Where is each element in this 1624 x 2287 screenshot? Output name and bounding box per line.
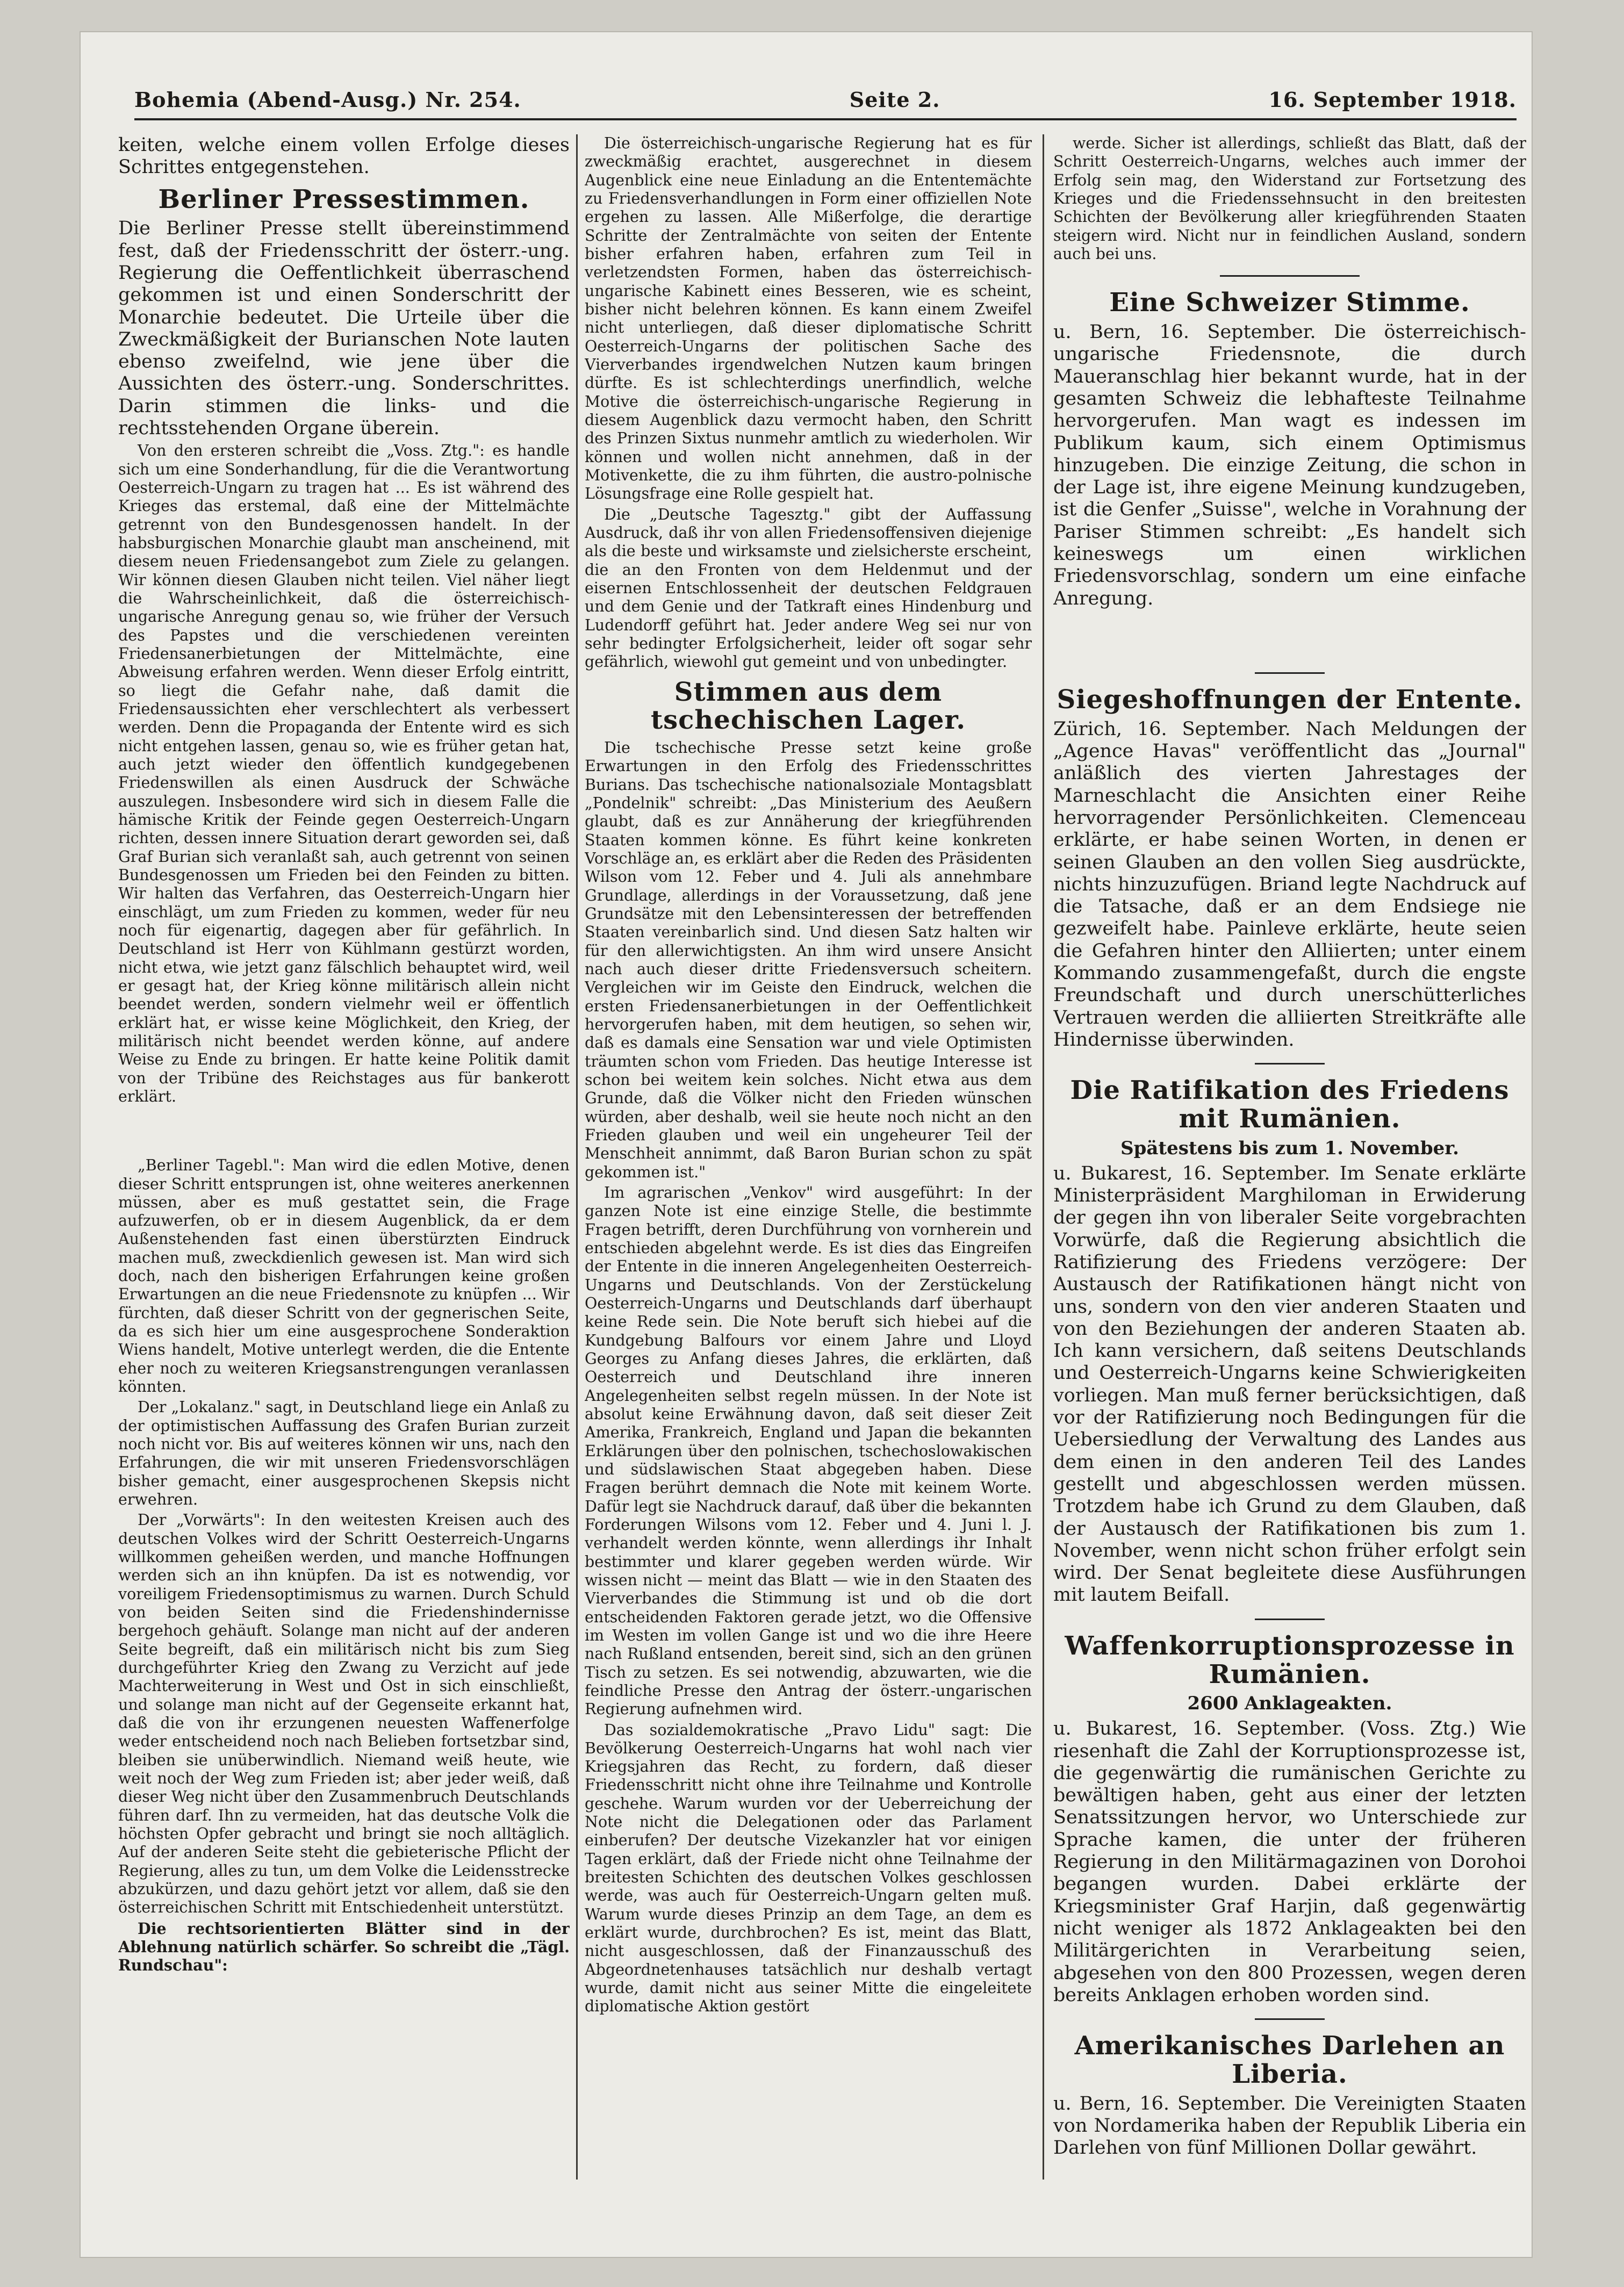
col3-lead-block <box>1053 2093 1526 2160</box>
section-rule <box>1255 1619 1325 1620</box>
column-rule-1 <box>576 134 578 2180</box>
col2-paragraph: Die tschechische Presse setzt keine große Erwartungen in den Erfolg des Friedensschrittes Burians. Das tschechische nationalsoziale Montagsblatt „Pondelnik" schreibt: „Das Ministerium des Aeußern glaubt, daß es zur Annäherung der kriegführenden Staaten kommen könne. Es führt keine konkreten Vorschläge an, es erklärt aber die Reden des Präsidenten Wilson vom 12. Feber und 4. Juli als annehmbare Grundlage, allerdings in der Voraussetzung, daß jene Grundsätze mit den Lebensinteressen der betreffenden Staaten vereinbarlich sind. Und diesen Satz halten wir für den allerwichtigsten. An ihm wird unsere Ansicht nach auch dieser dritte Friedensversuch scheitern. Vergleichen wir im Geiste den Eindruck, welchen die ersten Friedensanerbietungen in der Oeffentlichkeit hervorgerufen haben, mit dem heutigen, so sehen wir, daß es damals eine Sensation war und viele Optimisten träumten schon vom Frieden. Das heutige Interesse ist schon bei weitem kein solches. Nicht etwa aus dem Grunde, daß die Völker nicht den Frieden wünschen würden, aber deshalb, weil sie heute noch nicht an den Frieden glauben und weil ein ungeheurer Teil der Menschheit annimmt, daß Baron Burian schon zu spät gekommen ist." <box>585 739 1032 1181</box>
col3-paragraph: u. Bukarest, 16. September. Im Senate erklärte Ministerpräsident Marghiloman in Erwiderung der gegen ihn von liberaler Seite vorgebrachten Vorwürfe, daß die Regierung absichtlich die Ratifizierung des Friedens verzögere: Der Austausch der Ratifikationen hängt nicht von uns, sondern von den vier anderen Staaten und von den Beziehungen der anderen Staaten ab. Ich kann versichern, daß seitens Deutschlands und Oesterreich-Ungarns keine Schwierigkeiten vorliegen. Man muß ferner berücksichtigen, daß vor der Ratifizierung noch Bedingungen für die Uebersiedlung der Verwaltung des Landes aus dem einen in den anderen Teil des Landes gestellt und abgeschlossen werden müssen. Trotzdem habe ich Grund zu dem Glauben, daß der Austausch der Ratifikationen bis zum 1. November, wenn nicht schon früher erfolgt sein wird. Der Senat begleitete diese Ausführungen mit lautem Beifall. <box>1053 1162 1526 1606</box>
section-rule <box>1255 1063 1325 1065</box>
heading-liberia: Amerikanisches Darlehen an Liberia. <box>1074 2031 1505 2089</box>
section-rule <box>1220 275 1360 277</box>
col3-lead-block <box>1053 1163 1526 1607</box>
spacer <box>118 1108 570 1156</box>
col1-lead-block <box>118 218 570 440</box>
subheading-ratifikation: Spätestens bis zum 1. November. <box>1120 1137 1459 1159</box>
col2-paragraph: Das sozialdemokratische „Pravo Lidu" sagt: Die Bevölkerung Oesterreich-Ungarns hat wohl nach vier Kriegsjahren das Recht, zu fordern, daß dieser Friedensschritt nicht ohne ihre Teilnahme und Kontrolle geschehe. Warum wurden vor der Ueberreichung der Note nicht die Delegationen oder das Parlament einberufen? Der deutsche Vizekanzler hat vor einigen Tagen erklärt, daß der Friede nicht ohne Teilnahme der breitesten Schichten des deutschen Volkes geschlossen werde, was auch für Oesterreich-Ungarn gelten muß. Warum wurde dieses Prinzip an dem Tage, an dem es erklärt wurde, durchbrochen? Es ist, meint das Blatt, nicht ausgeschlossen, daß der Finanzausschuß des Abgeordnetenhauses tatsächlich nur deshalb vertagt wurde, damit nicht aus seiner Mitte die eingeleitete diplomatische Aktion gestört <box>585 1721 1032 2016</box>
section-rule <box>1255 672 1325 674</box>
heading-berliner-pressestimmen: Berliner Pressestimmen. <box>158 184 530 214</box>
col1-paragraph: Der „Vorwärts": In den weitesten Kreisen auch des deutschen Volkes wird der Schritt Oesterreich-Ungarns willkommen geheißen werden, und manche Hoffnungen werden sich an ihn knüpfen. Da ist es notwendig, vor voreiligem Friedensoptimismus zu warnen. Durch Schuld von beiden Seiten sind die Friedenshindernisse bergehoch gehäuft. Solange man nicht auf der anderen Seite begreift, daß ein militärisch nicht bis zum Sieg durchgeführter Krieg den Zwang zu Verzicht auf jede Machterweiterung in West und Ost in sich einschließt, und solange man nicht auf der Gegenseite erkannt hat, daß die von ihr erzungenen neuesten Waffenerfolge weder entscheidend noch nach Belieben fortsetzbar sind, bleiben sie unüberwindlich. Niemand weiß heute, wie weit noch der Weg zum Frieden ist; aber jeder weiß, daß dieser Weg nicht über den Zusammenbruch Deutschlands führen darf. Ihn zu vermeiden, hat das deutsche Volk die höchsten Opfer gebracht und bringt sie noch alltäglich. Auf der anderen Seite steht die gebieterische Pflicht der Regierung, alles zu tun, um dem Volke die Leidensstrecke abzukürzen, und dazu gehört jetzt vor allem, daß sie den österreichischen Schritt mit Entschiedenheit unterstützt. <box>118 1511 570 1917</box>
col3-paragraph: Zürich, 16. September. Nach Meldungen der „Agence Havas" veröffentlicht das „Journal" anläßlich des vierten Jahrestages der Marneschlacht die Ansichten einer Reihe hervorragender Persönlichkeiten. Clemenceau erklärte, er habe seinen Worten, in denen er seinen Glauben an den vollen Sieg ausdrückte, nichts hinzuzufügen. Briand legte Nachdruck auf die Tatsache, daß er an dem Endsiege nie gezweifelt habe. Painleve erklärte, heute seien die Gefahren hinter den Alliierten; unter einem Kommando zusammengefaßt, durch die engste Freundschaft und durch unerschütterliches Vertrauen werden die alliierten Streitkräfte alle Hindernisse überwinden. <box>1053 718 1526 1051</box>
heading-waffenkorruption: Waffenkorruptionsprozesse in Rumänien. <box>1065 1630 1515 1689</box>
col1-intro-text: keiten, welche einem vollen Erfolge dieses Schrittes entgegenstehen. <box>118 134 570 178</box>
heading-siegeshoffnungen: Siegeshoffnungen der Entente. <box>1057 684 1523 715</box>
column-rule-2 <box>1043 134 1044 2180</box>
column-2 <box>585 134 1032 2180</box>
col2-paragraph: Im agrarischen „Venkov" wird ausgeführt: In der ganzen Note ist eine einzige Stelle, die bestimmte Fragen betrifft, deren Durchführung von vornherein und entschieden abgelehnt werde. Es ist dies das Eingreifen der Entente in die inneren Angelegenheiten Oesterreich-Ungarns und Deutschlands. Von der Zerstückelung Oesterreich-Ungarns und Deutschlands darf überhaupt keine Rede sein. Die Note beruft sich hiebei auf die Kundgebung Balfours vor einem Jahre und Lloyd Georges zu Anfang dieses Jahres, die erklärten, daß Oesterreich und Deutschland ihre inneren Angelegenheiten selbst regeln müssen. In der Note ist absolut keine Erwähnung davon, daß seit dieser Zeit Amerika, Frankreich, England und Japan die bekannten Erklärungen über den polnischen, tschechoslowakischen und südslawischen Staat abgegeben haben. Diese Fragen berührt demnach die Note mit keinem Worte. Dafür legt sie Nachdruck darauf, daß über die bekannten Forderungen Wilsons vom 12. Feber und 4. Juni l. J. verhandelt werden könnte, wenn allerdings ihr Inhalt bestimmter und klarer gegeben werden würde. Wir wissen nicht — meint das Blatt — wie in den Staaten des Vierverbandes die Stimmung ist und ob die dort entscheidenden Faktoren gerade jetzt, wo die Offensive im Westen im vollen Gange ist und wo die ihre Heere nach Rußland entsenden, bereit sind, sich an den grünen Tisch zu setzen. Es sei notwendig, abzuwarten, wie die feindliche Presse den Antrag der österr.-ungarischen Regierung aufnehmen wird. <box>585 1183 1032 1718</box>
heading-schweizer-stimme: Eine Schweizer Stimme. <box>1109 287 1470 318</box>
col3-paragraph: werde. Sicher ist allerdings, schließt das Blatt, daß der Schritt Oesterreich-Ungarns, welches auch immer der Erfolg sein mag, den Widerstand zur Fortsetzung des Krieges und die Friedenssehnsucht in den breitesten Schichten der Bevölkerung aller kriegführenden Staaten steigern wird. Nicht nur in feindlichen Ausland, sondern auch bei uns. <box>1053 134 1526 263</box>
column-1 <box>118 134 570 2180</box>
section-rule <box>1255 2018 1325 2020</box>
header-publication: Bohemia (Abend-Ausg.) Nr. 254. <box>134 87 521 112</box>
col3-paragraph: u. Bern, 16. September. Die Vereinigten Staaten von Nordamerika haben der Republik Liberia ein Darlehen von fünf Millionen Dollar gewährt. <box>1053 2092 1526 2159</box>
col3-lead-block <box>1053 718 1526 1051</box>
col3-lead-block <box>1053 321 1526 610</box>
column-3 <box>1053 134 1526 2180</box>
col2-paragraph: Die „Deutsche Tagesztg." gibt der Auffassung Ausdruck, daß ihr von allen Friedensoffensiven diejenige als die beste und wirksamste und zielsicherste erscheint, die an den Fronten von dem Heldenmut und der eisernen Entschlossenheit der deutschen Feldgrauen und dem Genie und der Tatkraft eines Hindenburg und Ludendorff geführt hat. Jeder andere Weg sei nur von sehr bedingter Erfolgsicherheit, leider oft sogar sehr gefährlich, wiewohl gut gemeint und von unbedingter. <box>585 505 1032 671</box>
col1-paragraph: Von den ersteren schreibt die „Voss. Ztg.": es handle sich um eine Sonderhandlung, für die die Verantwortung Oesterreich-Ungarn zu tragen hat ... Es ist während des Krieges das erstemal, daß eine der Mittelmächte getrennt von den Bundesgenossen handelt. In der habsburgischen Monarchie glaubt man anscheinend, mit diesem neuen Friedensangebot zum Ziele zu gelangen. Wir können diesen Glauben nicht teilen. Viel näher liegt die Wahrscheinlichkeit, daß die österreichisch-ungarische Anregung genau so, wie früher der Versuch des Papstes und die verschiedenen vereinten Friedensanerbietungen der Mittelmächte, eine Abweisung erfahren werden. Wenn dieser Erfolg eintritt, so liegt die Gefahr nahe, daß damit die Friedensaussichten eher verschlechtert als verbessert werden. Denn die Propaganda der Entente wird es sich nicht entgehen lassen, genau so, wie es früher getan hat, auch jetzt wieder den öffentlich kundgegebenen Friedenswillen als einen Ausdruck der Schwäche auszulegen. Insbesondere wird sich in diesem Falle die hämische Kritik der Feinde gegen Oesterreich-Ungarn richten, dessen innere Situation derart geworden sei, daß Graf Burian sich veranlaßt sah, auch getrennt von seinen Bundesgenossen um Frieden bei den Feinden zu bitten. Wir halten das Verfahren, das Oesterreich-Ungarn hier einschlägt, um zum Frieden zu kommen, weder für neu noch für eigenartig, dagegen aber für gefährlich. In Deutschland ist Herr von Kühlmann gestürzt worden, nicht etwa, wie jetzt ganz fälschlich behauptet wird, weil er gesagt hat, der Krieg könne militärisch allein nicht beendet werden, sondern vielmehr weil er öffentlich erklärt hat, er wisse keine Möglichkeit, den Krieg, der militärisch nicht beendet werden könne, auf andere Weise zu Ende zu bringen. Er hatte keine Politik damit von der Tribüne des Reichstages aus für bankerott erklärt. <box>118 442 570 1105</box>
spacer <box>1053 612 1526 660</box>
col3-lead-block <box>1053 1718 1526 2006</box>
col1-intro <box>118 134 570 179</box>
col3-paragraph: u. Bukarest, 16. September. (Voss. Ztg.) Wie riesenhaft die Zahl der Korruptionsprozesse ist, die gegenwärtig die rumänischen Gerichte zu bewältigen haben, geht aus einer der letzten Senatssitzungen hervor, wo Unterschiede zur Sprache kamen, die unter der früheren Regierung in den Militärmagazinen von Dorohoi begangen wurden. Dabei erklärte der Kriegsminister Graf Harjin, daß gegenwärtig nicht weniger als 1872 Anklageakten bei den Militärgerichten in Verarbeitung seien, abgesehen von den 800 Prozessen, wegen deren bereits Anklagen erhoben worden sind. <box>1053 1718 1526 2006</box>
col1-paragraph: Die rechtsorientierten Blätter sind in der Ablehnung natürlich schärfer. So schreibt die „Tägl. Rundschau": <box>118 1919 570 1975</box>
subheading-waffenkorruption: 2600 Anklageakten. <box>1187 1693 1392 1715</box>
page-header <box>134 81 1517 120</box>
col1-lead-paragraph: Die Berliner Presse stellt übereinstimmend fest, daß der Friedensschritt der österr.-ung. Regierung die Oeffentlichkeit überraschend gekommen ist und einen Sonderschritt der Monarchie bedeutet. Die Urteile über die Zweckmäßigkeit der Burianschen Note lauten ebenso zweifelnd, wie jene über die Aussichten des österr.-ung. Sonderschrittes. Darin stimmen die links- und die rechtsstehenden Organe überein. <box>118 218 570 440</box>
col3-paragraph: u. Bern, 16. September. Die österreichisch-ungarische Friedensnote, die durch Maueranschlag hier bekannt wurde, hat in der gesamten Schweiz die lebhafteste Teilnahme hervorgerufen. Man wagt es indessen im Publikum kaum, sich einem Optimismus hinzugeben. Die einzige Zeitung, die schon in der Lage ist, ihre eigene Meinung kundzugeben, ist die Genfer „Suisse", welche in Vorahnung der Pariser Stimmen schreibt: „Es handelt sich keineswegs um einen wirklichen Friedensvorschlag, sondern um eine einfache Anregung. <box>1053 321 1526 609</box>
col1-paragraph: Der „Lokalanz." sagt, in Deutschland liege ein Anlaß zu der optimistischen Auffassung des Grafen Burian zurzeit noch nicht vor. Bis auf weiteres können wir uns, nach den Erfahrungen, die wir mit unseren Friedensvorschlägen bisher gemacht, einer ausgesprochenen Skepsis nicht erwehren. <box>118 1398 570 1509</box>
heading-ratifikation: Die Ratifikation des Friedens mit Rumänien. <box>1070 1075 1510 1134</box>
col2-paragraph: Die österreichisch-ungarische Regierung hat es für zweckmäßig erachtet, ausgerechnet in diesem Augenblick eine neue Einladung an die Ententemächte zu Friedensverhandlungen in Form einer offiziellen Note ergehen zu lassen. Alle Mißerfolge, die derartige Schritte der Zentralmächte von seiten der Entente bisher erfahren haben, erfahren zum Teil in verletzendsten Formen, haben das österreichisch-ungarische Kabinett eines Besseren, wie es scheint, bisher nicht belehren können. Es kann einem Zweifel nicht unterliegen, daß dieser diplomatische Schritt Oesterreich-Ungarns der politischen Sache des Vierverbandes irgendwelchen Nutzen kaum bringen dürfte. Es ist schlechterdings unerfindlich, welche Motive die österreichisch-ungarische Regierung in diesem Augenblick dazu vermocht haben, den Schritt des Prinzen Sixtus nunmehr amtlich zu wiederholen. Wir können und wollen nicht annehmen, daß in der Motivenkette, die zu ihm führten, die austro-polnische Lösungsfrage eine Rolle gespielt hat. <box>585 134 1032 503</box>
heading-tschechisches-lager: Stimmen aus dem tschechischen Lager. <box>650 677 966 736</box>
header-date: 16. September 1918. <box>1268 87 1517 112</box>
header-page-number: Seite 2. <box>849 87 940 112</box>
col1-paragraph: „Berliner Tagebl.": Man wird die edlen Motive, denen dieser Schritt entsprungen ist, ohne weiteres anerkennen müssen, aber es muß gestattet sein, die Frage aufzuwerfen, ob er in diesem Augenblick, da er dem Außenstehenden fast einen überstürzten Eindruck machen muß, zweckdienlich gewesen ist. Man wird sich doch, nach den bisherigen Erfahrungen keine großen Erwartungen an die neue Friedensnote zu knüpfen ... Wir fürchten, daß dieser Schritt von der gegnerischen Seite, da es sich hier um eine ausgesprochene Sonderaktion Wiens handelt, Motive unterlegt werden, die die Entente eher noch zu weiteren Kriegsanstrengungen veranlassen könnten. <box>118 1156 570 1396</box>
